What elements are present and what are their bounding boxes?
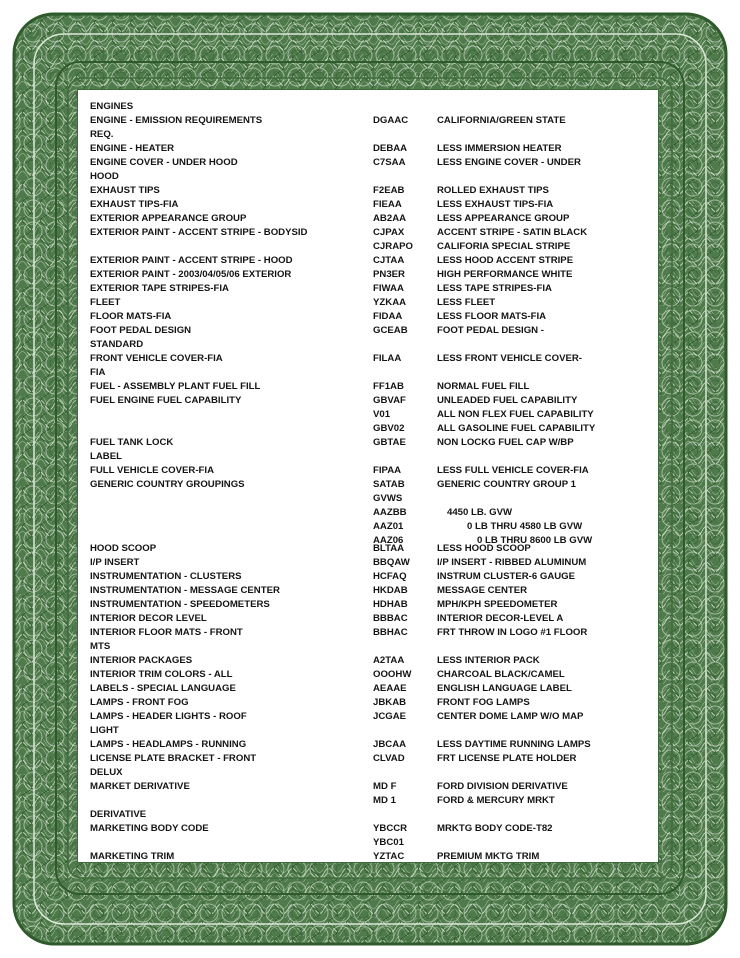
option-code: C7SAA [373, 157, 406, 168]
option-code: BBQAW [373, 557, 410, 568]
option-row [0, 380, 740, 394]
option-code: A2TAA [373, 655, 405, 666]
option-description: LESS DAYTIME RUNNING LAMPS [437, 739, 591, 750]
option-description: UNLEADED FUEL CAPABILITY [437, 395, 578, 406]
option-code: YZKAA [373, 297, 407, 308]
option-name: LABELS - SPECIAL LANGUAGE [90, 683, 236, 694]
option-code: FIWAA [373, 283, 404, 294]
option-name: FUEL - ASSEMBLY PLANT FUEL FILL [90, 381, 261, 392]
option-name: FULL VEHICLE COVER-FIA [90, 465, 215, 476]
option-code: GVWS [373, 493, 403, 504]
option-code: GBTAE [373, 437, 406, 448]
option-code: AAZBB [373, 507, 407, 518]
option-code: FIDAA [373, 311, 403, 322]
option-description: ALL NON FLEX FUEL CAPABILITY [437, 409, 594, 420]
option-row [0, 282, 740, 296]
option-name: EXTERIOR APPEARANCE GROUP [90, 213, 247, 224]
option-name: EXHAUST TIPS [90, 185, 160, 196]
option-row [0, 156, 740, 170]
option-row [0, 422, 740, 436]
option-description: FORD & MERCURY MRKT [437, 795, 555, 806]
option-name: MARKETING BODY CODE [90, 823, 209, 834]
option-row [0, 766, 740, 780]
option-code: MD F [373, 781, 397, 792]
option-name: FRONT VEHICLE COVER-FIA [90, 353, 223, 364]
option-row [0, 338, 740, 352]
option-row [0, 184, 740, 198]
option-row [0, 226, 740, 240]
option-code: FIEAA [373, 199, 402, 210]
option-description: ENGLISH LANGUAGE LABEL [437, 683, 572, 694]
option-code: JCGAE [373, 711, 407, 722]
option-description: LESS HOOD ACCENT STRIPE [437, 255, 574, 266]
option-row [0, 682, 740, 696]
option-code: HDHAB [373, 599, 408, 610]
option-code: FF1AB [373, 381, 404, 392]
option-code: FIPAA [373, 465, 402, 476]
option-description: LESS HOOD SCOOP [437, 543, 531, 554]
option-name: HOOD SCOOP [90, 543, 157, 554]
option-description: LESS INTERIOR PACK [437, 655, 540, 666]
option-description: INSTRUM CLUSTER-6 GAUGE [437, 571, 576, 582]
option-description: 4450 LB. GVW [447, 507, 513, 518]
option-description: LESS ENGINE COVER - UNDER [437, 157, 581, 168]
option-description: LESS FULL VEHICLE COVER-FIA [437, 465, 589, 476]
option-description: LESS FLEET [437, 297, 496, 308]
option-row [0, 366, 740, 380]
option-code: AAZ06 [373, 535, 404, 546]
option-code: DGAAC [373, 115, 409, 126]
option-name: MARKET DERIVATIVE [90, 781, 190, 792]
option-row [0, 570, 740, 584]
option-row [0, 542, 740, 556]
option-description: GENERIC COUNTRY GROUP 1 [437, 479, 576, 490]
option-code: GBV02 [373, 423, 405, 434]
option-row [0, 626, 740, 640]
option-code: FILAA [373, 353, 402, 364]
option-code: PN3ER [373, 269, 405, 280]
option-description: NON LOCKG FUEL CAP W/BP [437, 437, 574, 448]
option-description: MRKTG BODY CODE-T82 [437, 823, 553, 834]
option-row [0, 668, 740, 682]
option-row [0, 598, 740, 612]
option-row [0, 556, 740, 570]
option-name: ENGINE COVER - UNDER HOOD [90, 157, 238, 168]
option-description: LESS FLOOR MATS-FIA [437, 311, 547, 322]
option-name: ENGINES [90, 101, 134, 112]
option-description: FOOT PEDAL DESIGN - [437, 325, 544, 336]
option-description: INTERIOR DECOR-LEVEL A [437, 613, 564, 624]
option-name: EXTERIOR TAPE STRIPES-FIA [90, 283, 229, 294]
option-row [0, 640, 740, 654]
option-description: NORMAL FUEL FILL [437, 381, 530, 392]
option-description: LESS TAPE STRIPES-FIA [437, 283, 552, 294]
option-name: FOOT PEDAL DESIGN [90, 325, 192, 336]
option-description: CALIFORIA SPECIAL STRIPE [437, 241, 571, 252]
option-row [0, 450, 740, 464]
option-row [0, 724, 740, 738]
option-name: EXHAUST TIPS-FIA [90, 199, 179, 210]
option-row [0, 794, 740, 808]
option-name: LICENSE PLATE BRACKET - FRONT [90, 753, 257, 764]
option-row [0, 240, 740, 254]
option-description: CHARCOAL BLACK/CAMEL [437, 669, 565, 680]
option-name: INTERIOR TRIM COLORS - ALL [90, 669, 233, 680]
option-code: YBCCR [373, 823, 408, 834]
option-row [0, 654, 740, 668]
option-name: FIA [90, 367, 106, 378]
option-description: PREMIUM MKTG TRIM [437, 851, 540, 862]
option-name: DERIVATIVE [90, 809, 147, 820]
option-name: EXTERIOR PAINT - 2003/04/05/06 EXTERIOR [90, 269, 292, 280]
option-code: AB2AA [373, 213, 407, 224]
option-row [0, 464, 740, 478]
option-row [0, 170, 740, 184]
option-description: FORD DIVISION DERIVATIVE [437, 781, 568, 792]
option-name: INTERIOR FLOOR MATS - FRONT [90, 627, 243, 638]
option-row [0, 212, 740, 226]
option-code: AEAAE [373, 683, 407, 694]
option-description: LESS EXHAUST TIPS-FIA [437, 199, 554, 210]
option-row [0, 198, 740, 212]
option-description: LESS FRONT VEHICLE COVER- [437, 353, 582, 364]
option-description: I/P INSERT - RIBBED ALUMINUM [437, 557, 587, 568]
option-row [0, 520, 740, 534]
option-row [0, 612, 740, 626]
option-code: MD 1 [373, 795, 396, 806]
option-name: REQ. [90, 129, 114, 140]
option-code: YBC01 [373, 837, 404, 848]
option-name: GENERIC COUNTRY GROUPINGS [90, 479, 245, 490]
option-row [0, 850, 740, 864]
option-name: STANDARD [90, 339, 144, 350]
option-name: I/P INSERT [90, 557, 140, 568]
option-row [0, 254, 740, 268]
option-name: ENGINE - HEATER [90, 143, 175, 154]
option-description: MPH/KPH SPEEDOMETER [437, 599, 558, 610]
option-name: EXTERIOR PAINT - ACCENT STRIPE - BODYSID [90, 227, 308, 238]
option-description: HIGH PERFORMANCE WHITE [437, 269, 573, 280]
option-name: FUEL ENGINE FUEL CAPABILITY [90, 395, 242, 406]
option-name: INSTRUMENTATION - CLUSTERS [90, 571, 242, 582]
option-row [0, 394, 740, 408]
option-code: YZTAC [373, 851, 405, 862]
option-code: CJPAX [373, 227, 405, 238]
option-row [0, 492, 740, 506]
option-code: OOOHW [373, 669, 412, 680]
option-name: LAMPS - FRONT FOG [90, 697, 189, 708]
option-row [0, 696, 740, 710]
option-row [0, 324, 740, 338]
option-row [0, 114, 740, 128]
option-row [0, 780, 740, 794]
option-row [0, 128, 740, 142]
option-name: INTERIOR PACKAGES [90, 655, 193, 666]
option-code: GBVAF [373, 395, 406, 406]
option-name: LIGHT [90, 725, 119, 736]
option-code: V01 [373, 409, 391, 420]
option-row [0, 436, 740, 450]
option-name: FLEET [90, 297, 121, 308]
option-name: LAMPS - HEADLAMPS - RUNNING [90, 739, 247, 750]
option-row [0, 478, 740, 492]
option-row [0, 142, 740, 156]
option-code: CJTAA [373, 255, 405, 266]
option-row [0, 836, 740, 850]
option-description: FRONT FOG LAMPS [437, 697, 530, 708]
option-code: AAZ01 [373, 521, 404, 532]
option-code: BBBAC [373, 613, 408, 624]
option-code: CJRAPO [373, 241, 413, 252]
option-description: CENTER DOME LAMP W/O MAP [437, 711, 584, 722]
option-code: CLVAD [373, 753, 405, 764]
option-code: HCFAQ [373, 571, 407, 582]
option-name: INSTRUMENTATION - MESSAGE CENTER [90, 585, 280, 596]
option-code: DEBAA [373, 143, 408, 154]
option-name: DELUX [90, 767, 123, 778]
option-code: SATAB [373, 479, 405, 490]
option-row [0, 738, 740, 752]
option-row [0, 352, 740, 366]
option-row [0, 752, 740, 766]
option-name: ENGINE - EMISSION REQUIREMENTS [90, 115, 263, 126]
option-description: ALL GASOLINE FUEL CAPABILITY [437, 423, 596, 434]
option-code: BBHAC [373, 627, 408, 638]
option-row [0, 408, 740, 422]
option-description: LESS APPEARANCE GROUP [437, 213, 570, 224]
option-name: FUEL TANK LOCK [90, 437, 174, 448]
option-description: ROLLED EXHAUST TIPS [437, 185, 549, 196]
option-description: LESS IMMERSION HEATER [437, 143, 562, 154]
option-name: MARKETING TRIM [90, 851, 175, 862]
option-code: BLTAA [373, 543, 405, 554]
option-code: JBKAB [373, 697, 407, 708]
option-name: FLOOR MATS-FIA [90, 311, 172, 322]
option-description: ACCENT STRIPE - SATIN BLACK [437, 227, 588, 238]
option-description: FRT LICENSE PLATE HOLDER [437, 753, 577, 764]
option-name: MTS [90, 641, 111, 652]
option-row [0, 822, 740, 836]
option-name: INSTRUMENTATION - SPEEDOMETERS [90, 599, 270, 610]
option-name: HOOD [90, 171, 119, 182]
option-name: EXTERIOR PAINT - ACCENT STRIPE - HOOD [90, 255, 293, 266]
option-description: 0 LB THRU 8600 LB GVW [477, 535, 593, 546]
option-name: INTERIOR DECOR LEVEL [90, 613, 207, 624]
option-code: F2EAB [373, 185, 405, 196]
option-code: JBCAA [373, 739, 407, 750]
option-name: LABEL [90, 451, 122, 462]
option-code: HKDAB [373, 585, 408, 596]
option-row [0, 100, 740, 114]
option-row [0, 296, 740, 310]
option-description: FRT THROW IN LOGO #1 FLOOR [437, 627, 588, 638]
option-row [0, 710, 740, 724]
option-description: MESSAGE CENTER [437, 585, 528, 596]
option-description: CALIFORNIA/GREEN STATE [437, 115, 566, 126]
option-description: 0 LB THRU 4580 LB GVW [467, 521, 583, 532]
option-code: GCEAB [373, 325, 408, 336]
option-row [0, 310, 740, 324]
option-row [0, 584, 740, 598]
option-row [0, 808, 740, 822]
option-row [0, 506, 740, 520]
option-name: LAMPS - HEADER LIGHTS - ROOF [90, 711, 247, 722]
option-row [0, 268, 740, 282]
